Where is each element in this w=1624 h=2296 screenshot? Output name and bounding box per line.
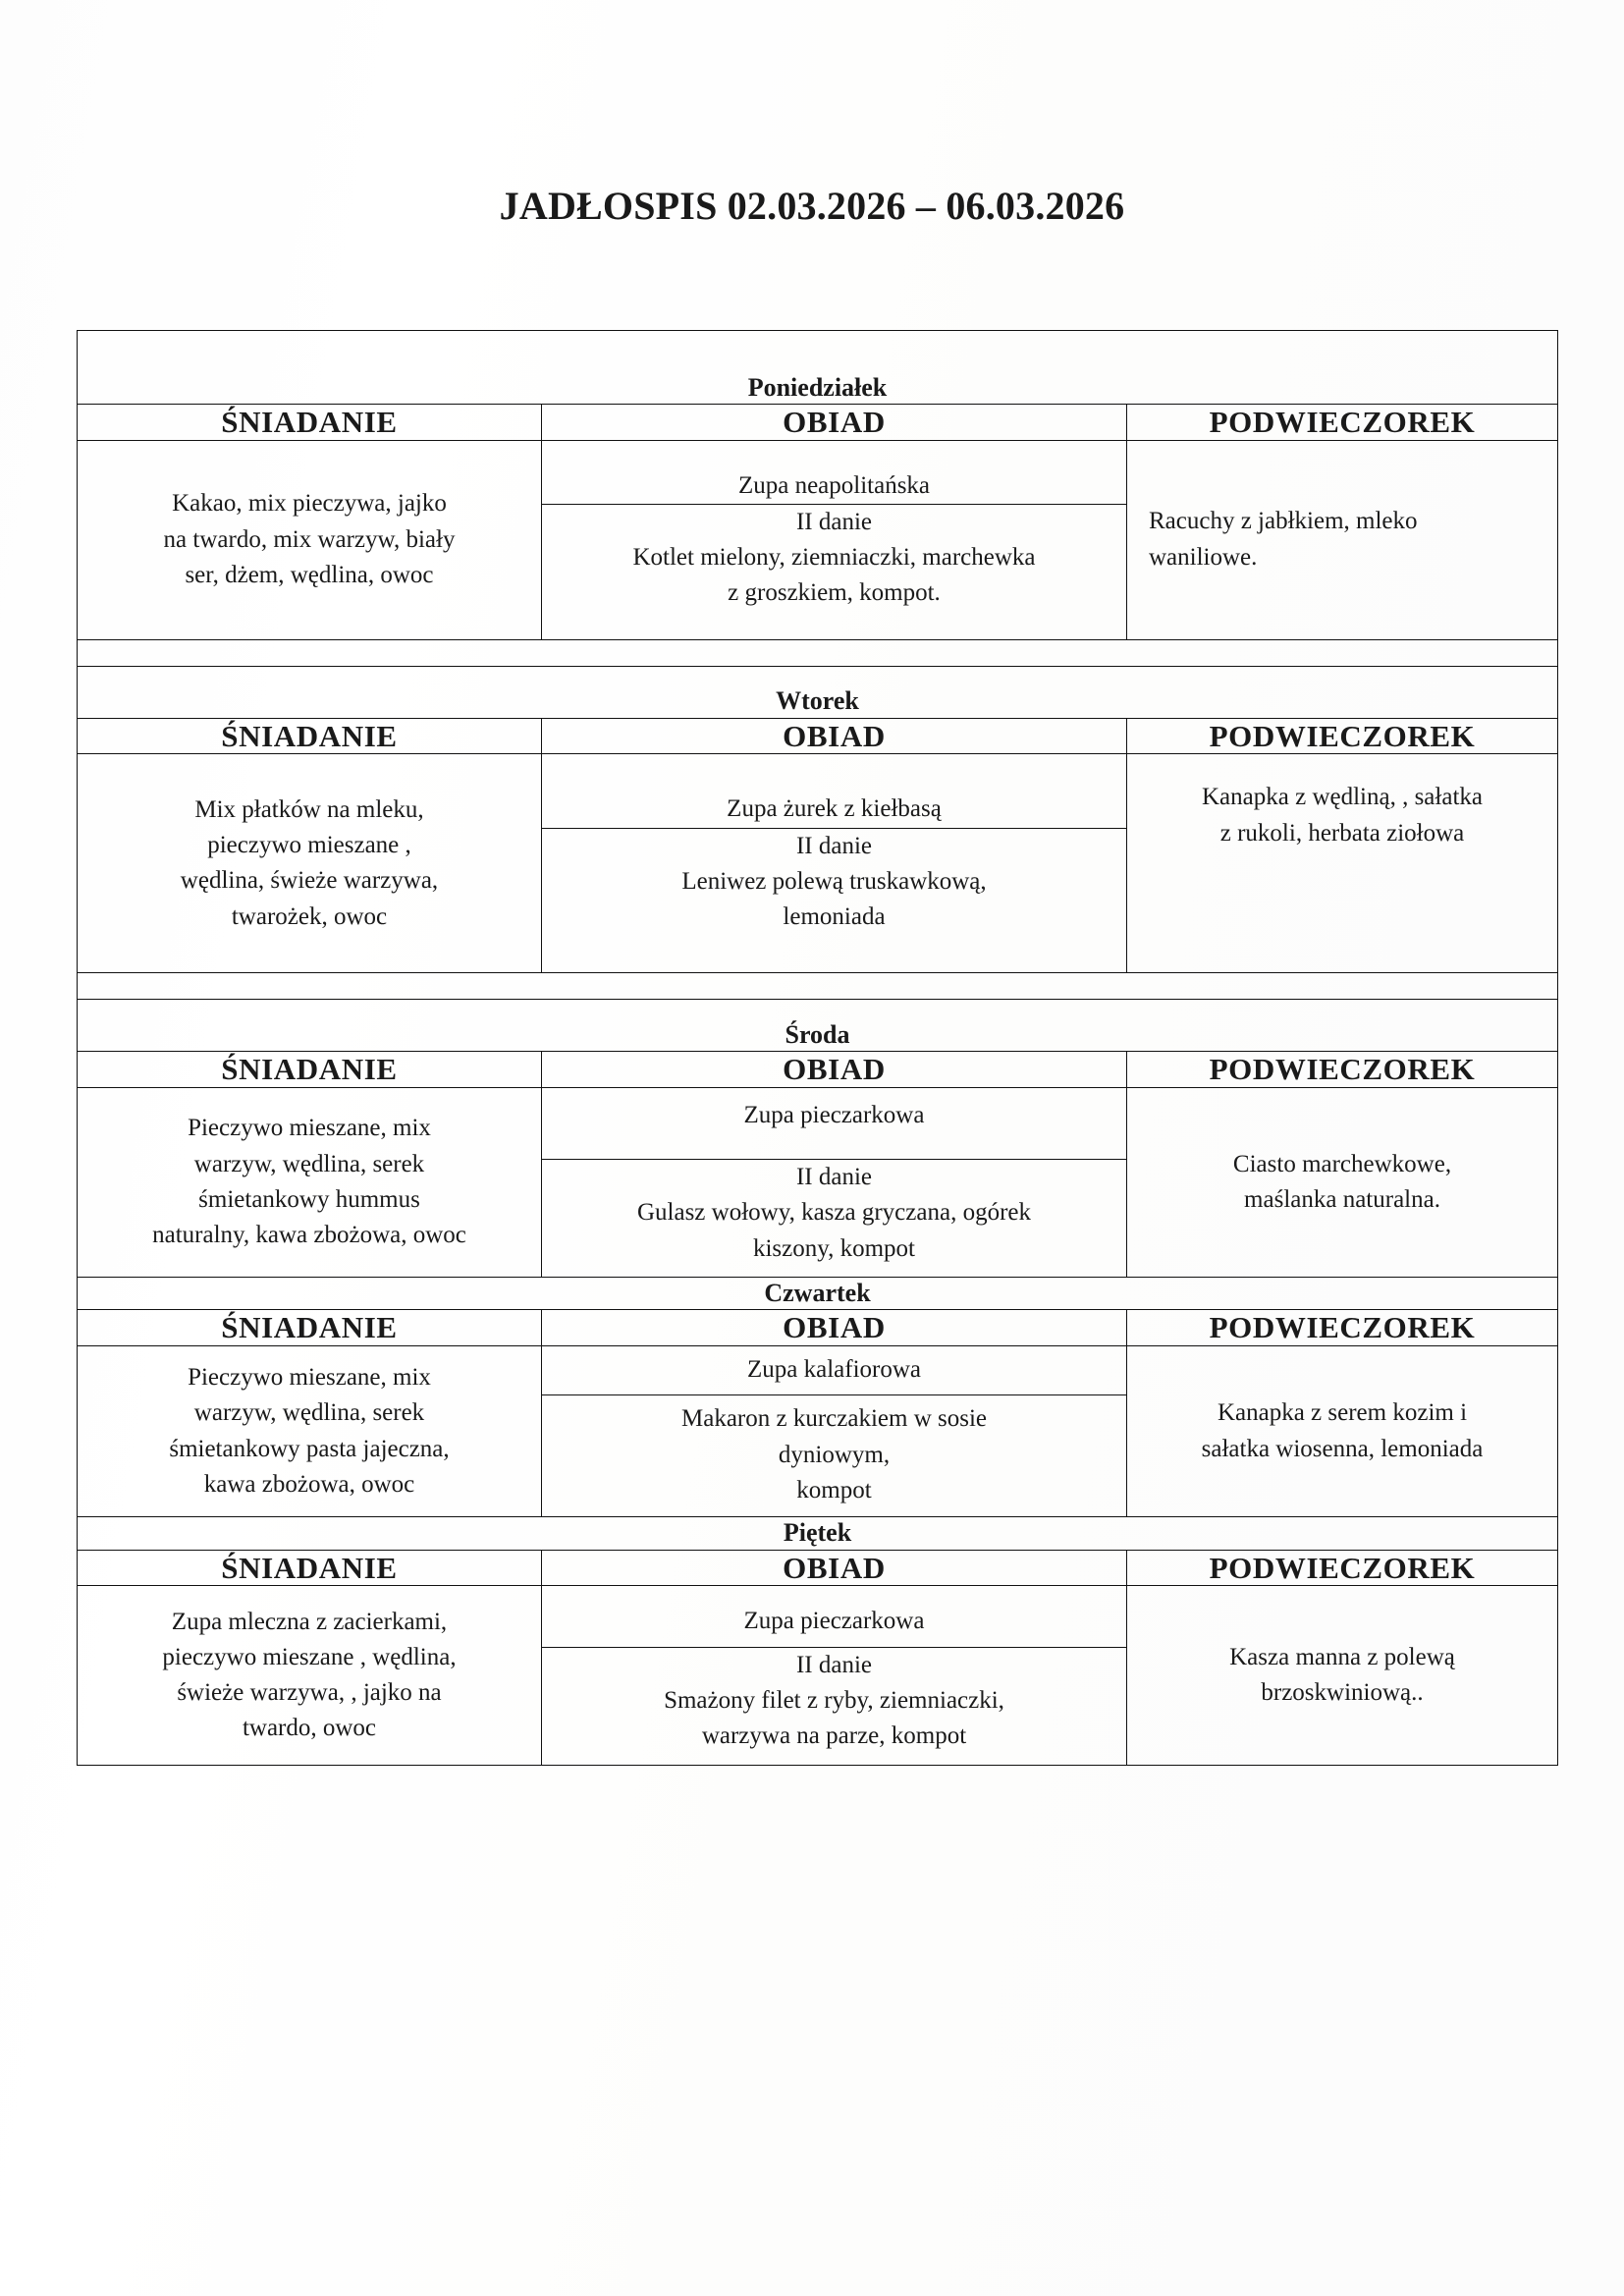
column-header-lunch: OBIAD — [542, 1550, 1127, 1586]
day-content-row — [78, 1346, 1558, 1517]
lunch-main-line: kompot — [796, 1476, 872, 1503]
lunch-main-line: Gulasz wołowy, kasza gryczana, ogórek — [636, 1199, 1031, 1227]
snack-line: z rukoli, herbata ziołowa — [1219, 819, 1465, 847]
second-course-label: II danie — [795, 508, 873, 535]
snack-line: brzoskwiniową.. — [1261, 1679, 1424, 1707]
breakfast-line: naturalny, kawa zbożowa, owoc — [152, 1222, 466, 1249]
lunch-inner-table — [542, 792, 1126, 935]
breakfast-cell-czwartek — [78, 1346, 542, 1517]
second-course-label: II danie — [795, 832, 873, 859]
day-content-row — [78, 1087, 1558, 1277]
breakfast-cell-poniedzialek — [78, 440, 542, 639]
snack-line: waniliowe. — [1149, 543, 1258, 571]
day-name-pietek: Piętek — [78, 1517, 1558, 1551]
snack-cell-czwartek — [1127, 1346, 1558, 1517]
lunch-soup-row — [542, 1346, 1126, 1395]
lunch-main-line: Kotlet mielony, ziemniaczki, marchewka — [632, 544, 1036, 572]
lunch-main-poniedzialek — [542, 504, 1126, 611]
page-title: JADŁOSPIS 02.03.2026 – 06.03.2026 — [499, 184, 1125, 228]
breakfast-line: pieczywo mieszane , — [207, 832, 411, 859]
lunch-main-czwartek — [542, 1395, 1126, 1516]
day-name-poniedzialek: Poniedziałek — [78, 331, 1558, 405]
breakfast-line: śmietankowy hummus — [198, 1185, 420, 1213]
lunch-soup-sroda: Zupa pieczarkowa — [542, 1098, 1126, 1160]
lunch-cell-czwartek — [542, 1346, 1127, 1517]
lunch-cell-pietek — [542, 1586, 1127, 1766]
day-name-wtorek: Wtorek — [78, 666, 1558, 718]
breakfast-line: świeże warzywa, , jajko na — [177, 1679, 442, 1707]
lunch-soup-row — [542, 1597, 1126, 1648]
snack-line: Ciasto marchewkowe, — [1232, 1150, 1452, 1177]
breakfast-line: Pieczywo mieszane, mix — [188, 1115, 431, 1142]
lunch-main-line: Makaron z kurczakiem w sosie — [681, 1405, 987, 1433]
day-gap-row — [78, 639, 1558, 666]
breakfast-cell-wtorek — [78, 754, 542, 973]
second-course-label: II danie — [795, 1164, 873, 1191]
lunch-cell-wtorek — [542, 754, 1127, 973]
column-header-snack: PODWIECZOREK — [1127, 718, 1558, 754]
breakfast-line: pieczywo mieszane , wędlina, — [162, 1643, 457, 1670]
lunch-main-line: kiszony, kompot — [752, 1234, 916, 1262]
day-banner-row — [78, 1000, 1558, 1052]
lunch-soup-row — [542, 792, 1126, 828]
snack-cell-sroda — [1127, 1087, 1558, 1277]
column-header-breakfast: ŚNIADANIE — [78, 718, 542, 754]
day-content-row — [78, 1586, 1558, 1766]
column-header-lunch: OBIAD — [542, 1310, 1127, 1346]
breakfast-cell-sroda — [78, 1087, 542, 1277]
lunch-main-line: Smażony filet z ryby, ziemniaczki, — [664, 1687, 1004, 1715]
lunch-inner-table — [542, 1346, 1126, 1516]
lunch-cell-poniedzialek — [542, 440, 1127, 639]
lunch-main-row — [542, 828, 1126, 935]
breakfast-line: wędlina, świeże warzywa, — [180, 867, 439, 895]
breakfast-line: twardo, owoc — [242, 1715, 377, 1742]
breakfast-line: twarożek, owoc — [231, 902, 388, 930]
breakfast-line: Pieczywo mieszane, mix — [188, 1364, 431, 1392]
snack-cell-poniedzialek — [1127, 440, 1558, 639]
lunch-inner-table — [542, 468, 1126, 612]
day-banner-row — [78, 331, 1558, 405]
day-name-sroda: Środa — [78, 1000, 1558, 1052]
column-header-row — [78, 718, 1558, 754]
day-content-row — [78, 440, 1558, 639]
breakfast-line: warzyw, wędlina, serek — [193, 1150, 425, 1177]
column-header-snack: PODWIECZOREK — [1127, 1550, 1558, 1586]
snack-line: Racuchy z jabłkiem, mleko — [1149, 508, 1418, 535]
lunch-inner-table — [542, 1597, 1126, 1755]
snack-cell-pietek — [1127, 1586, 1558, 1766]
column-header-snack: PODWIECZOREK — [1127, 405, 1558, 441]
lunch-main-row — [542, 1647, 1126, 1754]
lunch-soup-row — [542, 1098, 1126, 1160]
column-header-snack: PODWIECZOREK — [1127, 1310, 1558, 1346]
lunch-soup-pietek: Zupa pieczarkowa — [542, 1597, 1126, 1648]
day-banner-row — [78, 666, 1558, 718]
day-content-row — [78, 754, 1558, 973]
column-header-lunch: OBIAD — [542, 405, 1127, 441]
breakfast-cell-pietek — [78, 1586, 542, 1766]
column-header-snack: PODWIECZOREK — [1127, 1052, 1558, 1088]
day-gap-row — [78, 973, 1558, 1000]
lunch-main-line: warzywa na parze, kompot — [701, 1722, 967, 1750]
gap-cell — [78, 973, 1558, 1000]
breakfast-line: śmietankowy pasta jajeczna, — [169, 1435, 450, 1462]
gap-cell — [78, 639, 1558, 666]
lunch-soup-poniedzialek: Zupa neapolitańska — [542, 468, 1126, 505]
lunch-main-wtorek — [542, 828, 1126, 935]
column-header-row — [78, 1550, 1558, 1586]
day-banner-row — [78, 1517, 1558, 1551]
snack-line: Kanapka z serem kozim i — [1217, 1399, 1468, 1427]
breakfast-line: Mix płatków na mleku, — [194, 795, 424, 823]
lunch-inner-table — [542, 1098, 1126, 1267]
lunch-main-row — [542, 504, 1126, 611]
column-header-breakfast: ŚNIADANIE — [78, 1550, 542, 1586]
column-header-breakfast: ŚNIADANIE — [78, 1052, 542, 1088]
breakfast-line: ser, dżem, wędlina, owoc — [185, 561, 434, 588]
column-header-breakfast: ŚNIADANIE — [78, 405, 542, 441]
column-header-lunch: OBIAD — [542, 1052, 1127, 1088]
column-header-row — [78, 1310, 1558, 1346]
lunch-main-pietek — [542, 1647, 1126, 1754]
column-header-breakfast: ŚNIADANIE — [78, 1310, 542, 1346]
second-course-label: II danie — [795, 1651, 873, 1678]
weekly-menu-table — [77, 330, 1558, 1766]
column-header-row — [78, 1052, 1558, 1088]
breakfast-line: na twardo, mix warzyw, biały — [163, 525, 456, 553]
lunch-soup-row — [542, 468, 1126, 505]
snack-line: Kanapka z wędliną, , sałatka — [1202, 784, 1483, 811]
breakfast-line: Kakao, mix pieczywa, jajko — [172, 490, 447, 518]
lunch-main-row — [542, 1160, 1126, 1267]
lunch-main-line: z groszkiem, kompot. — [728, 579, 941, 607]
snack-line: maślanka naturalna. — [1244, 1185, 1440, 1213]
breakfast-line: Zupa mleczna z zacierkami, — [171, 1608, 448, 1635]
snack-cell-wtorek — [1127, 754, 1558, 973]
lunch-main-line: Leniwez polewą truskawkową, — [681, 867, 987, 895]
lunch-main-line: dyniowym, — [778, 1441, 891, 1468]
day-banner-row — [78, 1277, 1558, 1310]
breakfast-line: warzyw, wędlina, serek — [193, 1399, 425, 1427]
lunch-main-line: lemoniada — [783, 903, 886, 931]
column-header-row — [78, 405, 1558, 441]
lunch-cell-sroda — [542, 1087, 1127, 1277]
snack-line: Kasza manna z polewą — [1229, 1643, 1455, 1670]
lunch-main-row — [542, 1395, 1126, 1516]
column-header-lunch: OBIAD — [542, 718, 1127, 754]
breakfast-line: kawa zbożowa, owoc — [203, 1470, 415, 1498]
lunch-soup-czwartek: Zupa kalafiorowa — [542, 1346, 1126, 1395]
lunch-main-sroda — [542, 1160, 1126, 1267]
snack-line: sałatka wiosenna, lemoniada — [1201, 1435, 1484, 1462]
day-name-czwartek: Czwartek — [78, 1277, 1558, 1310]
lunch-soup-wtorek: Zupa żurek z kiełbasą — [542, 792, 1126, 828]
